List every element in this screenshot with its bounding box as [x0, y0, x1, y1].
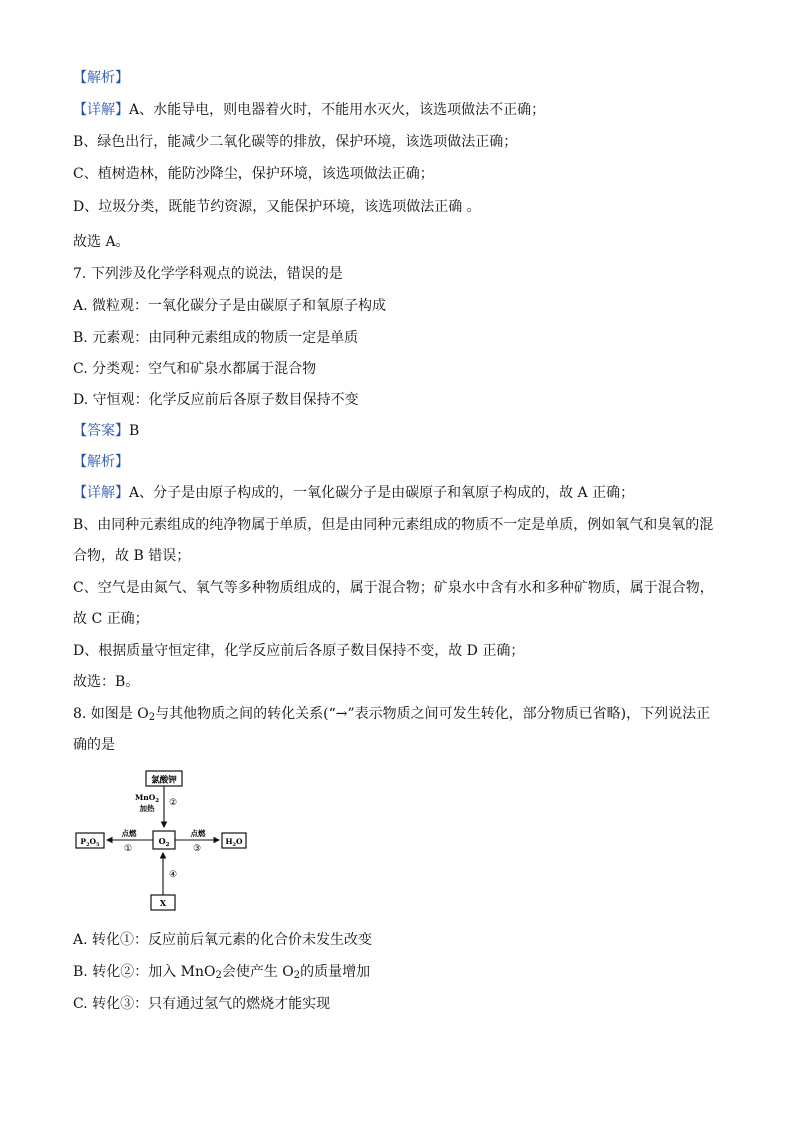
top-box-label: 氯酸钾 [151, 775, 177, 786]
q8-stem-part-b: 与其他物质之间的转化关系(“→”表示物质之间可发生转化，部分物质已省略)，下列说法正 [155, 706, 711, 722]
q8-stem-line2: 确的是 [73, 737, 115, 753]
q7-answer [73, 421, 139, 441]
q8-option-b-sub2: 2 [293, 970, 301, 981]
q8-option-c: C. 转化③：只有通过氢气的燃烧才能实现 [73, 996, 331, 1012]
q7-detail-line-c2: 故 C 正确； [73, 611, 149, 627]
detail-line-c: C、植树造林，能防沙降尘，保护环境，该选项做法正确； [73, 166, 434, 182]
q7-option-c: C. 分类观：空气和矿泉水都属于混合物 [73, 361, 317, 377]
left-ignite-label: 点燃 [121, 829, 137, 838]
detail-line [73, 100, 545, 120]
q8-stem-part-a: 8. 如图是 O [73, 706, 149, 722]
conversion-diagram [74, 765, 254, 915]
answer-tag: 【答案】 [73, 423, 129, 439]
detail-line-d: D、垃圾分类，既能节约资源，又能保护环境，该选项做法正确 。 [73, 199, 481, 215]
q8-option-b-part-c: 的质量增加 [300, 964, 371, 980]
center-box-label: $O_2$ [158, 836, 170, 848]
left-box-label: $P_2O_5$ [80, 837, 100, 848]
number-4: ④ [168, 870, 178, 880]
q8-option-b-part-b: 会使产生 O [221, 964, 294, 980]
q7-detail-text: A、分子是由原子构成的，一氧化碳分子是由碳原子和氧原子构成的，故 A 正确； [129, 485, 635, 501]
q7-detail-line-b1: B、由同种元素组成的纯净物属于单质，但是由同种元素组成的物质不一定是单质，例如氧气和臭氧的混 [73, 517, 714, 533]
q8-option-b [73, 962, 370, 982]
q8-option-b-sub: 2 [215, 970, 222, 981]
heat-label: 加热 [139, 804, 155, 813]
answer-value: B [129, 423, 140, 439]
q7-option-d: D. 守恒观：化学反应前后各原子数目保持不变 [73, 392, 359, 408]
q7-choice-line: 故选：B。 [73, 674, 140, 690]
q7-option-a: A. 微粒观：一氧化碳分子是由碳原子和氧原子构成 [73, 298, 387, 314]
q8-stem-sub: 2 [148, 712, 156, 723]
q7-option-b: B. 元素观：由同种元素组成的物质一定是单质 [73, 330, 359, 346]
right-ignite-label: 点燃 [190, 829, 206, 838]
q7-stem: 7. 下列涉及化学学科观点的说法，错误的是 [73, 266, 343, 282]
choice-line: 故选 A。 [73, 234, 130, 250]
conversion-diagram-svg [74, 765, 254, 915]
q8-option-b-part-a: B. 转化②：加入 MnO [73, 964, 216, 980]
q7-detail-line-d: D、根据质量守恒定律，化学反应前后各原子数目保持不变，故 D 正确； [73, 643, 525, 659]
q8-stem [73, 704, 710, 724]
bottom-box-label: X [159, 898, 167, 908]
q7-detail-line-b2: 合物，故 B 错误； [73, 548, 191, 564]
analysis-tag: 【解析】 [73, 70, 129, 86]
number-2: ② [168, 798, 178, 808]
q7-detail-line-c1: C、空气是由氮气、氧气等多种物质组成的，属于混合物；矿泉水中含有水和多种矿物质，属于混合物， [73, 580, 714, 596]
right-box-label: $H_2O$ [225, 837, 243, 848]
detail-line-b: B、绿色出行，能减少二氧化碳等的排放，保护环境，该选项做法正确； [73, 134, 518, 150]
q7-analysis-tag: 【解析】 [73, 454, 129, 470]
number-3: ③ [192, 844, 202, 854]
detail-tag: 【详解】 [73, 102, 129, 118]
number-1: ① [123, 844, 133, 854]
q8-option-a: A. 转化①：反应前后氧元素的化合价未发生改变 [73, 932, 373, 948]
q7-detail-line-a [73, 483, 634, 503]
q7-detail-tag: 【详解】 [73, 485, 129, 501]
catalyst-label: MnO$_2$ [134, 793, 160, 804]
detail-text: A、水能导电，则电器着火时，不能用水灭火，该选项做法不正确； [129, 102, 546, 118]
